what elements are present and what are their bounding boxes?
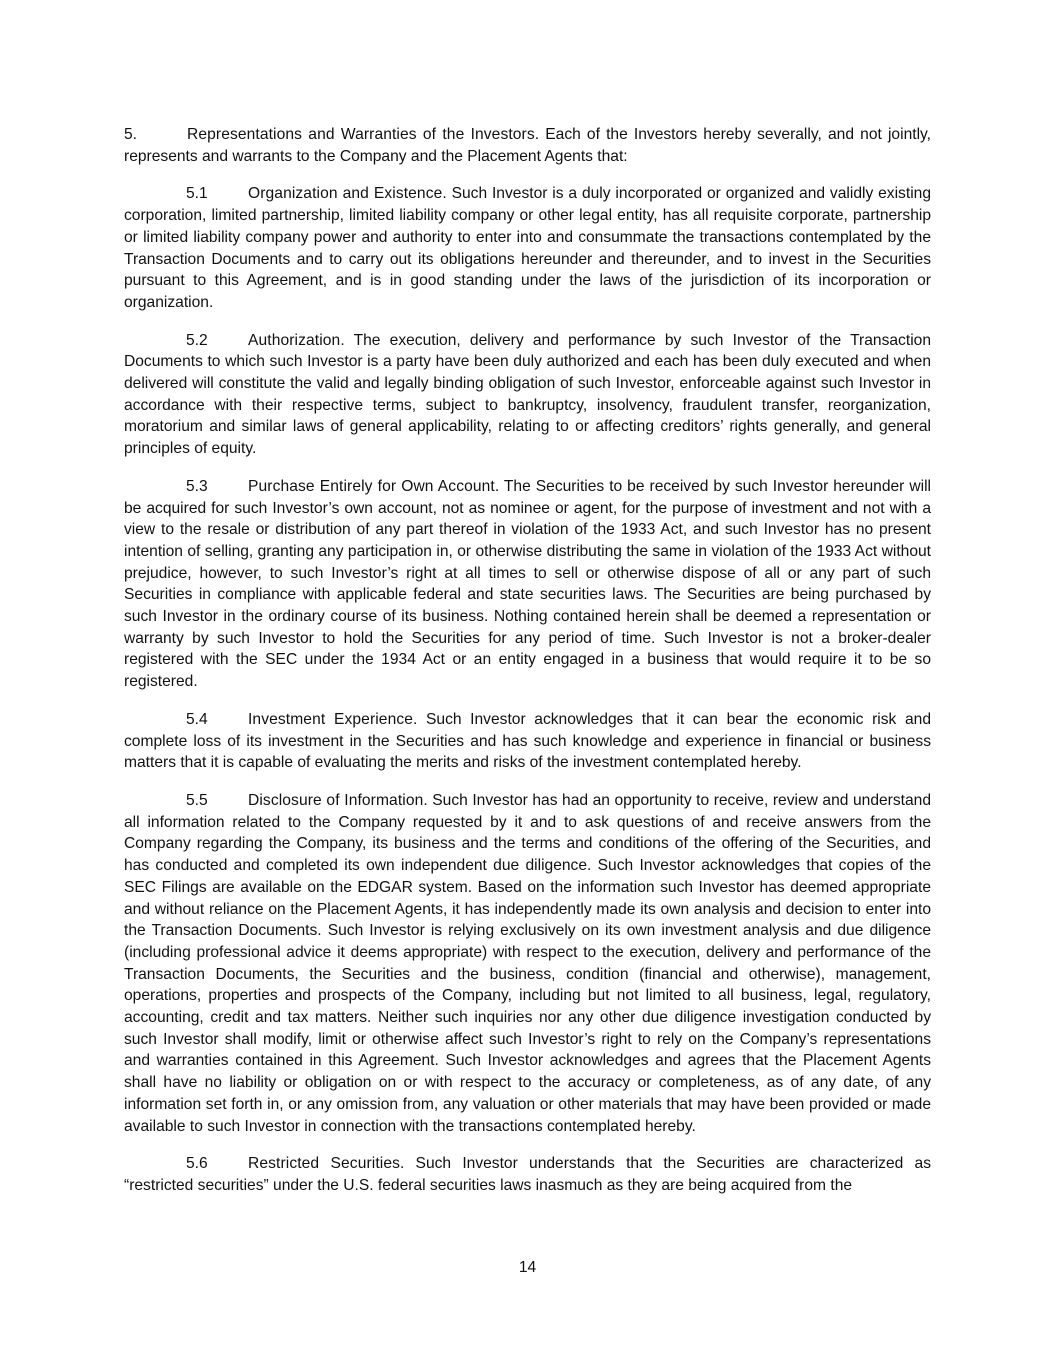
subsection-text: . Such Investor has had an opportunity to receive, review and understand all information related to the Company requested by it and to ask questions of and receive answers from the Company regarding the Company, its business and the terms and conditions of the offering of the Securities, and has conducted and completed its own independent due diligence. Such Investor acknowledges that copies of the SEC Filings are available on the EDGAR system. Based on the information such Investor has deemed appropriate and without reliance on the Placement Agents, it has independently made its own analysis and decision to enter into the Transaction Documents. Such Investor is relying exclusively on its own investment analysis and due diligence (including professional advice it deems appropriate) with respect to the execution, delivery and performance of the Transaction Documents, the Securities and the business, condition (financial and otherwise), management, operations, properties and prospects of the Company, including but not limited to all business, legal, regulatory, accounting, credit and tax matters. Neither such inquiries nor any other due diligence investigation conducted by such Investor shall modify, limit or otherwise affect such Investor’s right to rely on the Company’s representations and warranties contained in this Agreement. Such Investor acknowledges and agrees that the Placement Agents shall have no liability or obligation on or with respect to the accuracy or completeness, as of any date, of any information set forth in, or any omission from, any valuation or other materials that may have been provided or made available to such Investor in connection with the transactions contemplated hereby.: [124, 791, 932, 1135]
section-number: 5.: [124, 126, 138, 143]
subsection-heading: Authorization: [248, 331, 341, 349]
subsection-number: 5.4: [186, 710, 208, 728]
subsection-5-3: [124, 476, 931, 693]
page-number: 14: [518, 1259, 537, 1276]
subsection-text: . Such Investor acknowledges that it can bear the economic risk and complete loss of its investment in the Securities and has such knowledge and experience in financial or business matters that it is capable of evaluating the merits and risks of the investment contemplated hereby.: [124, 710, 932, 772]
subsection-number: 5.5: [186, 791, 208, 809]
document-body: [124, 124, 931, 1213]
subsection-text: . The Securities to be received by such Investor hereunder will be acquired for such Investor’s own account, not as nominee or agent, for the purpose of investment and not with a view to the resale or distribution of any part thereof in violation of the 1933 Act, and such Investor has no present intention of selling, granting any participation in, or otherwise distributing the same in violation of the 1933 Act without prejudice, however, to such Investor’s right at all times to sell or otherwise dispose of all or any part of such Securities in compliance with applicable federal and state securities laws. The Securities are being purchased by such Investor in the ordinary course of its business. Nothing contained herein shall be deemed a representation or warranty by such Investor to hold the Securities for any period of time. Such Investor is not a broker-dealer registered with the SEC under the 1934 Act or an entity engaged in a business that would require it to be so registered.: [124, 477, 931, 691]
subsection-5-5: [124, 790, 931, 1137]
section-heading: Representations and Warranties of the Investors: [187, 126, 535, 143]
subsection-number: 5.3: [186, 477, 208, 495]
subsection-number: 5.6: [186, 1155, 208, 1173]
section-text: . Each of the Investors hereby severally, and not jointly, represents and warrants to the Company and the Placement Agents that:: [124, 126, 932, 165]
subsection-heading: Investment Experience: [248, 710, 414, 728]
subsection-heading: Restricted Securities: [248, 1155, 400, 1173]
subsection-5-6: [124, 1153, 931, 1196]
section-5-paragraph: [124, 124, 931, 167]
subsection-text: . The execution, delivery and performance by such Investor of the Transaction Documents to which such Investor is a party have been duly authorized and each has been duly executed and when delivered will constitute the valid and legally binding obligation of such Investor, enforceable against such Investor in accordance with their respective terms, subject to bankruptcy, insolvency, fraudulent transfer, reorganization, moratorium and similar laws of general applicability, relating to or affecting creditors’ rights generally, and general principles of equity.: [124, 331, 931, 458]
subsection-text: . Such Investor is a duly incorporated or organized and validly existing corporation, limited partnership, limited liability company or other legal entity, has all requisite corporate, partnership or limited liability company power and authority to enter into and consummate the transactions contemplated by the Transaction Documents and to carry out its obligations hereunder and thereunder, and to invest in the Securities pursuant to this Agreement, and is in good standing under the laws of the jurisdiction of its incorporation or organization.: [124, 185, 931, 311]
subsection-text: . Such Investor understands that the Securities are characterized as “restricted securities” under the U.S. federal securities laws inasmuch as they are being acquired from the: [124, 1155, 932, 1194]
subsection-heading: Disclosure of Information: [248, 791, 424, 809]
subsection-5-4: [124, 709, 931, 774]
subsection-number: 5.1: [186, 185, 208, 203]
subsection-heading: Organization and Existence: [248, 185, 443, 203]
subsection-number: 5.2: [186, 331, 208, 349]
subsection-5-1: [124, 183, 931, 313]
subsection-5-2: [124, 330, 931, 460]
subsection-heading: Purchase Entirely for Own Account: [248, 477, 495, 495]
